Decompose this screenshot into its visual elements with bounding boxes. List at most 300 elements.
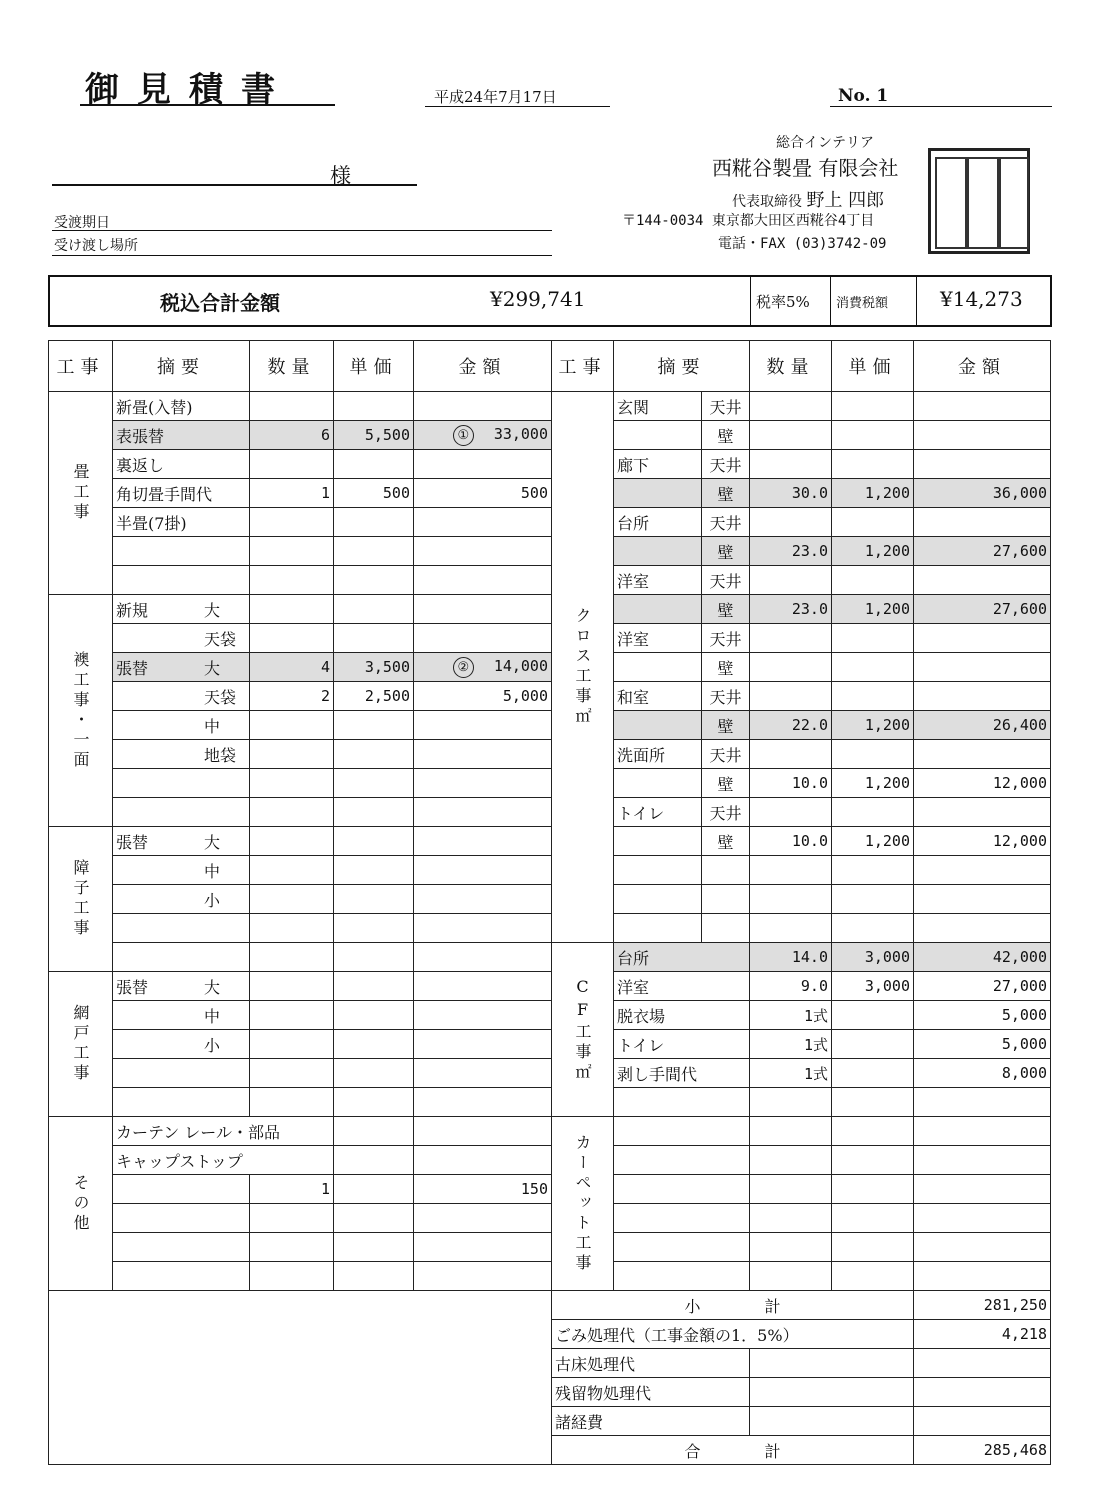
surface: 天井 [702,392,750,421]
document-number: No. 1 [838,86,889,106]
item-price [832,1146,914,1175]
item-desc: キャップストップ [113,1146,334,1175]
item-amount [914,566,1051,595]
item-price [832,885,914,914]
customer-underline [52,184,417,186]
misc-expense-label: 諸経費 [552,1407,750,1436]
item-amount [414,566,552,595]
item-qty: 1式 [750,1001,832,1030]
item-qty: 9.0 [750,972,832,1001]
item-qty: 6 [250,421,334,450]
subtotal-label: 小 計 [552,1291,914,1320]
item-amount [914,653,1051,682]
item-desc [113,856,250,885]
item-qty [250,798,334,827]
item-price: 3,000 [832,943,914,972]
item-amount [914,1204,1051,1233]
item-desc [113,653,250,682]
section-fusuma-label: 襖工事・一面 [49,595,113,827]
item-amount [914,914,1051,943]
item-amount [414,1030,552,1059]
item-qty [250,566,334,595]
item-qty [250,943,334,972]
surface: 壁 [702,711,750,740]
item-price [334,624,414,653]
item-amount [414,1233,552,1262]
item-amount [914,421,1051,450]
estimate-table [48,340,1051,1465]
item-desc: 表張替 [113,421,250,450]
document-title: 御見積書 [85,70,293,110]
company-category: 総合インテリア [776,135,874,151]
item-qty: 10.0 [750,769,832,798]
item-qty [250,972,334,1001]
room-name: 脱衣場 [614,1001,750,1030]
item-qty [750,624,832,653]
rep-title: 代表取締役 [732,194,802,210]
item-price [334,827,414,856]
item-desc [113,972,250,1001]
table-row [49,1088,1051,1117]
item-desc: カーテン レール・部品 [113,1117,334,1146]
item-desc [113,1175,250,1204]
item-amount-value: 5,000 [502,687,548,705]
item-qty [250,856,334,885]
item-amount [414,450,552,479]
table-row [49,972,1051,1001]
item-desc [113,1088,250,1117]
item-amount-value: 33,000 [493,424,548,443]
section-tatami-label: 畳工事 [49,392,113,595]
item-qty [750,885,832,914]
tax-label: 消費税額 [836,296,889,311]
item-price [334,740,414,769]
item-qty [750,914,832,943]
item-qty [250,508,334,537]
table-row [49,943,1051,972]
item-price [334,1059,414,1088]
item-amount [914,1233,1051,1262]
item-desc [113,1233,250,1262]
item-qty: 30.0 [750,479,832,508]
item-qty [250,711,334,740]
item-amount [414,1262,552,1291]
room-name: 台所 [614,508,702,537]
item-desc [113,1262,250,1291]
item-price [832,1117,914,1146]
item-qty [750,1262,832,1291]
surface: 壁 [702,769,750,798]
item-price [832,1059,914,1088]
item-qty [250,1088,334,1117]
table-row [49,653,1051,682]
room-name [614,1175,750,1204]
item-amount [414,1001,552,1030]
table-row [49,479,1051,508]
item-desc-size: 天袋 [204,687,237,707]
table-row [49,566,1051,595]
item-price: 1,200 [832,479,914,508]
delivery-date-line [52,230,552,231]
section-cloth-label: クロス工事㎡ [552,392,614,943]
item-price [832,798,914,827]
item-amount [914,682,1051,711]
rep-name: 野上 四郎 [806,190,885,211]
item-price: 3,000 [832,972,914,1001]
item-price [334,972,414,1001]
table-row [49,1262,1051,1291]
table-header-row [49,341,1051,392]
item-price [832,1175,914,1204]
item-qty [250,537,334,566]
item-price [832,450,914,479]
item-amount [414,624,552,653]
item-mark: ② [453,657,474,678]
header-work-right: 工事 [552,341,614,392]
room-name [614,1088,750,1117]
item-price: 500 [334,479,414,508]
header-amount: 金額 [414,341,552,392]
item-price [334,595,414,624]
item-amount [414,972,552,1001]
item-price [832,1030,914,1059]
item-qty [750,392,832,421]
room-name: 洗面所 [614,740,702,769]
item-desc: 半畳(7掛) [113,508,250,537]
item-price [832,566,914,595]
item-desc-size: 小 [204,890,221,910]
honorific: 様 [330,164,351,188]
item-desc [113,1001,250,1030]
item-qty: 2 [250,682,334,711]
item-qty [750,1204,832,1233]
section-shoji-label: 障子工事 [49,827,113,972]
item-amount [414,1088,552,1117]
item-desc-type: 張替 [116,977,149,997]
surface: 壁 [702,421,750,450]
item-desc [113,798,250,827]
surface: 天井 [702,624,750,653]
room-name: 洋室 [614,624,702,653]
item-desc-size: 大 [204,832,221,852]
room-name [614,885,702,914]
item-amount [914,798,1051,827]
company-representative [732,186,884,212]
table-row [49,392,1051,421]
item-qty [750,450,832,479]
item-desc-size: 小 [204,1035,221,1055]
item-desc [113,537,250,566]
item-qty [250,914,334,943]
room-name [614,595,702,624]
item-price [832,682,914,711]
table-row [49,856,1051,885]
company-address: 〒144-0034 東京都大田区西糀谷4丁目 [622,213,875,229]
item-qty [750,508,832,537]
item-amount [414,1204,552,1233]
section-other-label: その他 [49,1117,113,1291]
item-amount [414,595,552,624]
header-amount-right: 金額 [914,341,1051,392]
item-desc [113,943,250,972]
item-price [334,450,414,479]
item-price [334,914,414,943]
item-qty [250,1030,334,1059]
item-price [832,421,914,450]
item-desc [113,827,250,856]
company-seal-stamp [928,148,1030,254]
room-name: 台所 [614,943,750,972]
table-row [49,1291,1051,1320]
header-price-right: 単価 [832,341,914,392]
surface: 壁 [702,827,750,856]
tax-amount: ¥14,273 [940,287,1023,311]
item-qty [250,450,334,479]
item-qty [250,827,334,856]
table-row [49,508,1051,537]
item-desc-size: 大 [204,600,221,620]
header-qty: 数量 [250,341,334,392]
table-row [49,450,1051,479]
item-amount [914,1088,1051,1117]
item-price [334,566,414,595]
item-amount-value: 14,000 [493,656,548,675]
room-name: 和室 [614,682,702,711]
surface: 天井 [702,450,750,479]
item-price [334,885,414,914]
item-desc [113,769,250,798]
table-row [49,914,1051,943]
item-mark: ① [453,425,474,446]
item-desc [113,566,250,595]
item-qty: 1式 [750,1059,832,1088]
item-qty: 10.0 [750,827,832,856]
tax-rate: 税率5% [756,293,810,311]
table-row [49,624,1051,653]
item-desc [113,1204,250,1233]
item-qty [750,856,832,885]
item-price [334,1233,414,1262]
table-row [49,421,1051,450]
item-amount [414,740,552,769]
item-qty [750,1175,832,1204]
item-qty: 1 [250,479,334,508]
item-qty [250,1204,334,1233]
item-amount [414,885,552,914]
surface: 天井 [702,566,750,595]
waste-fee-amount: 4,218 [914,1320,1051,1349]
item-price [832,1262,914,1291]
item-qty [250,1001,334,1030]
item-amount-value: 500 [520,484,548,502]
table-row [49,1117,1051,1146]
item-price: 1,200 [832,827,914,856]
room-name [614,769,702,798]
room-name: トイレ [614,1030,750,1059]
surface: 天井 [702,508,750,537]
item-price [832,1204,914,1233]
item-desc [113,711,250,740]
item-price [334,537,414,566]
item-price [334,1175,414,1204]
item-qty [750,1146,832,1175]
room-name [614,1233,750,1262]
item-amount [414,1059,552,1088]
item-price [832,740,914,769]
item-desc-size: 中 [204,861,221,881]
item-price [832,392,914,421]
item-amount [414,914,552,943]
item-price: 5,500 [334,421,414,450]
item-price [832,1088,914,1117]
item-qty: 1 [250,1175,334,1204]
section-screen-door-label: 網戸工事 [49,972,113,1117]
room-name [614,537,702,566]
item-price [832,1233,914,1262]
table-row [49,740,1051,769]
subtotal-amount: 281,250 [914,1291,1051,1320]
room-name: 洋室 [614,972,750,1001]
item-price [832,624,914,653]
room-name [614,653,702,682]
item-desc [113,1030,250,1059]
item-amount: 26,400 [914,711,1051,740]
item-qty [250,392,334,421]
table-row [49,798,1051,827]
item-qty [250,1233,334,1262]
total-amount: ¥299,741 [490,287,586,311]
item-price: 1,200 [832,595,914,624]
grand-total-label: 合 計 [552,1436,914,1465]
surface: 天井 [702,740,750,769]
item-desc-size: 中 [204,1006,221,1026]
header-price: 単価 [334,341,414,392]
item-amount [414,769,552,798]
item-qty: 14.0 [750,943,832,972]
item-qty: 23.0 [750,595,832,624]
item-price [832,1001,914,1030]
item-amount: 12,000 [914,769,1051,798]
total-label: 税込合計金額 [160,291,280,315]
tax-included-total-bar [48,275,1052,327]
item-price: 2,500 [334,682,414,711]
company-name: 西糀谷製畳 有限会社 [712,156,899,180]
item-qty [750,1117,832,1146]
item-price [334,1262,414,1291]
room-name: トイレ [614,798,702,827]
item-qty [750,653,832,682]
surface: 天井 [702,798,750,827]
item-qty [750,682,832,711]
item-price [334,943,414,972]
item-desc-type: 張替 [116,832,149,852]
item-price [334,798,414,827]
table-row [49,885,1051,914]
item-amount [414,1117,552,1146]
item-qty [250,595,334,624]
item-desc-type: 新規 [116,600,149,620]
table-row [49,1059,1051,1088]
room-name: 廊下 [614,450,702,479]
item-amount: 42,000 [914,943,1051,972]
surface [702,885,750,914]
room-name: 洋室 [614,566,702,595]
room-name [614,856,702,885]
item-qty: 1式 [750,1030,832,1059]
old-floor-fee-label: 古床処理代 [552,1349,750,1378]
table-row [49,769,1051,798]
item-amount [914,885,1051,914]
item-amount [914,1146,1051,1175]
table-row [49,1146,1051,1175]
item-price [334,1088,414,1117]
item-qty [250,885,334,914]
waste-fee-label: ごみ処理代（工事金額の1．5%） [552,1320,914,1349]
item-desc [113,885,250,914]
delivery-date-label: 受渡期日 [54,215,110,231]
item-desc-size: 地袋 [204,745,237,765]
header-desc: 摘要 [113,341,250,392]
surface: 壁 [702,479,750,508]
item-desc-type: 張替 [116,658,149,678]
table-row [49,1030,1051,1059]
item-price [832,914,914,943]
table-row [49,595,1051,624]
grand-total-amount: 285,468 [914,1436,1051,1465]
header-desc-right: 摘要 [614,341,750,392]
surface: 壁 [702,595,750,624]
table-row [49,1175,1051,1204]
item-amount [414,479,552,508]
table-row [49,1204,1051,1233]
date-underline [425,106,610,107]
item-desc [113,682,250,711]
section-cf-label: CF工事㎡ [552,943,614,1117]
table-row [49,537,1051,566]
leftover-fee-label: 残留物処理代 [552,1378,750,1407]
item-amount [414,711,552,740]
item-amount [414,682,552,711]
item-amount [914,624,1051,653]
item-qty [250,740,334,769]
item-price [832,653,914,682]
surface: 天井 [702,682,750,711]
item-amount [414,392,552,421]
item-qty [750,1088,832,1117]
leftover-fee-amount [914,1378,1051,1407]
item-price [334,711,414,740]
header-work: 工事 [49,341,113,392]
item-desc [113,595,250,624]
item-qty: 23.0 [750,537,832,566]
item-qty [750,740,832,769]
room-name [614,1117,750,1146]
item-price [334,508,414,537]
item-desc-size: 大 [204,977,221,997]
item-desc: 角切畳手間代 [113,479,250,508]
item-amount [914,740,1051,769]
item-price [334,1204,414,1233]
item-desc-size: 天袋 [204,629,237,649]
item-desc [113,1059,250,1088]
item-amount: 27,600 [914,595,1051,624]
item-price: 1,200 [832,537,914,566]
item-desc [113,624,250,653]
item-amount [414,798,552,827]
surface [702,914,750,943]
item-price [334,769,414,798]
title-underline [80,104,335,106]
